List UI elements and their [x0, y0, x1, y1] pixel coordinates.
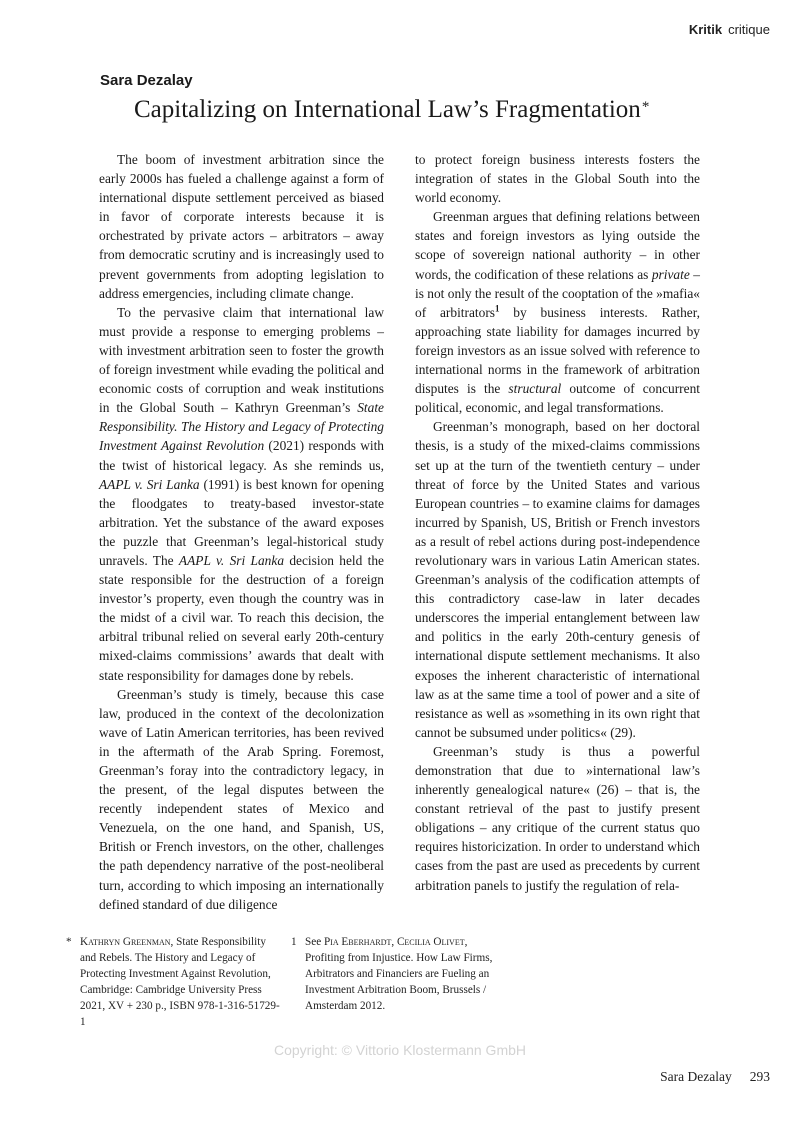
section-header: [689, 22, 770, 37]
paragraph-text: Greenman’s study is thus a powerful demonstration that due to »international law’s inherently genealogical nature« (26) – that is, the constant retrieval of the past to justify present obligations – any critique of the current status quo requires historicization. In order to understand which cases from the past are used as precedents by current arbitration panels to justify the regulation of rela-: [415, 743, 700, 893]
section-sublabel: critique: [728, 22, 770, 37]
case-name: AAPL v. Sri Lanka: [178, 552, 285, 568]
paragraph-text: decision held the state responsible for the destruction of a foreign investor’s property, even though the country was in the midst of a civil war. To reach this decision, the arbitral tribunal relied on several early 20th-century mixed-claims commissions’ awards that dealt with state responsibility for damages done by rebels.: [99, 552, 384, 683]
paragraph-text: outcome of concurrent political, economic, and legal transformations.: [415, 381, 700, 416]
footnote-marker: *: [66, 936, 72, 948]
paragraph-text: Greenman’s monograph, based on her doctoral thesis, is a study of the mixed-claims commissions set up at the turn of the twentieth century – under threat of force by the United States and various European countries – to examine claims for damages incurred by Spanish, US, British or French investors as a result of rebel actions during post-independence revolutionary wars in various Latin American states. Greenman’s analysis of the codification attempts of this contradictory case-law in later decades underscores the imperial entanglement between law and politics in the early 20th-century genesis of international dispute settlement mechanisms. It also exposes the inherent characteristic of international law as at the same time a tool of power and a site of resistance as well as »something in its own right that cannot be subsumed under politics« (29).: [415, 419, 700, 740]
right-column: [415, 150, 700, 895]
paragraph-text: Greenman’s study is timely, because this case law, produced in the context of the decolonization wave of Latin American territories, has been revived in the aftermath of the Arab Spring. Foremost, Greenman’s foray into the contradictory legacy, in the present, of the legal disputes between the recently independent states of Mexico and Venezuela, on the one hand, and Spanish, US, British or French investors, on the other, challenges the path dependency narrative of the post-neoliberal turn, according to which imposing an internationally defined standard of due diligence: [99, 686, 384, 912]
paragraph: [99, 303, 384, 685]
section-label: Kritik: [688, 22, 723, 37]
book-title: State Responsibility. The History and Legacy of Protecting Investment Against Revolution: [99, 400, 384, 454]
paragraph-text: to protect foreign business interests fosters the integration of states in the Global South into the world economy.: [415, 152, 700, 206]
paragraph: [415, 150, 700, 207]
footnote-reference[interactable]: 1: [495, 303, 500, 314]
paragraph-text: by business interests. Rather, approaching state liability for damages incurred by foreign investors as an issue solved with reference to international norms in the framework of arbitration disputes is the: [415, 304, 700, 397]
emphasis: private: [651, 266, 690, 282]
title-footnote-marker: *: [641, 99, 650, 115]
paragraph: [415, 207, 700, 417]
footer-author: Sara Dezalay: [660, 1069, 732, 1084]
article-author: Sara Dezalay: [100, 72, 193, 89]
paragraph-text: (1991) is best known for opening the floodgates to treaty-based investor-state arbitration. Yet the substance of the award exposes the puzzle that Greenman’s legal-historical study unravels. The: [99, 476, 384, 568]
paragraph: [99, 685, 384, 914]
paragraph: [415, 417, 700, 742]
paragraph-text: (2021) responds with the twist of historical legacy. As she reminds us,: [99, 438, 384, 473]
footnote-star: [66, 934, 280, 1030]
title-text: Capitalizing on International Law’s Fragmentation: [134, 96, 641, 123]
page-footer: [660, 1069, 770, 1085]
footnote-prefix: See: [305, 936, 324, 948]
copyright-watermark: Copyright: © Vittorio Klostermann GmbH: [273, 1042, 527, 1058]
paragraph-text: The boom of investment arbitration since the early 2000s has fueled a challenge against a form of international dispute settlement perceived as biased in favor of corporate interests because it is orchestrated by private actors – arbitrators – away from democratic scrutiny and is increasingly used to prevent governments from adopting legislation to address emergencies, including climate change.: [99, 152, 384, 301]
paragraph-text: To the pervasive claim that international law must provide a response to emerging problems – with investment arbitration seen to foster the growth of foreign investment while evading the political and economic costs of corruption and weak institutions in the Global South – Kathryn Greenman’s: [99, 304, 384, 416]
footnote-author: Pia Eberhardt, Cecilia Olivet: [323, 936, 465, 948]
paragraph: [415, 742, 700, 895]
footnote-author: Kathryn Greenman: [80, 936, 171, 948]
page-number: 293: [749, 1069, 770, 1084]
paragraph-text: – is not only the result of the cooptation of the »mafia« of arbitrators: [415, 266, 700, 320]
paragraph-text: Greenman argues that defining relations between states and foreign investors as lying outside the scope of sovereign national authority – in other words, the codification of these relations as: [415, 209, 700, 282]
paragraph: [99, 150, 384, 303]
footnote-text: , Profiting from Injustice. How Law Firms, Arbitrators and Financiers are Fueling an Investment Arbitration Boom, Brussels / Amsterdam 2012.: [305, 936, 493, 1012]
footnote-text: , State Responsibility and Rebels. The History and Legacy of Protecting Investment Against Revolution, Cambridge: Cambridge University Press 2021, XV + 230 p., ISBN 978-1-316-51729-1: [80, 936, 280, 1028]
footnote-1: [291, 934, 505, 1014]
emphasis: structural: [508, 381, 562, 397]
footnote-marker: 1: [291, 936, 297, 948]
article-title: [134, 94, 774, 126]
left-column: [99, 150, 384, 914]
case-name: AAPL v. Sri Lanka: [99, 476, 200, 492]
